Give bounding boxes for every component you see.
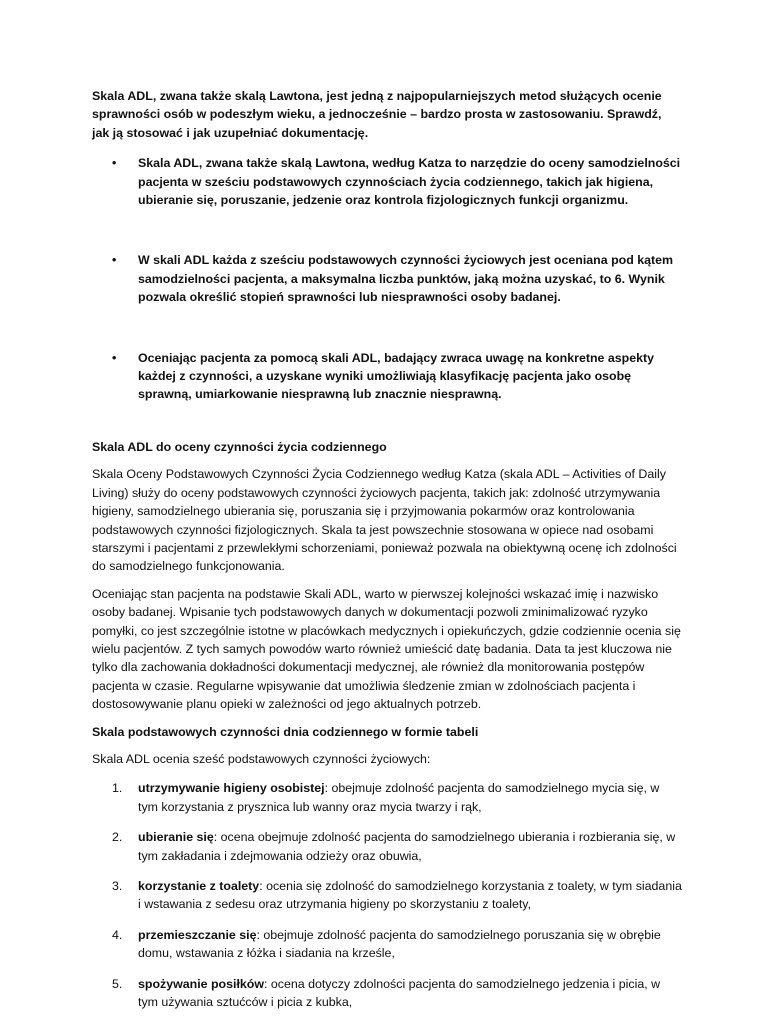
key-point-item [92, 154, 682, 209]
list-number: 3. [112, 879, 123, 893]
list-item [92, 877, 682, 914]
bullet-marker: • [112, 350, 117, 365]
activity-description: : ocena dotyczy zdolności pacjenta do samodzielnego jedzenia i picia, w tym używania sztućców i picia z kubka, [138, 976, 661, 1010]
activity-description: : obejmuje zdolność pacjenta do samodzielnego mycia się, w tym korzystania z prysznica lub wanny oraz mycia twarzy i rąk, [138, 781, 660, 814]
section-heading-table: Skala podstawowych czynności dnia codziennego w formie tabeli [92, 724, 479, 739]
activities-intro: Skala ADL ocenia sześć podstawowych czynności życiowych: [92, 751, 431, 766]
intro-paragraph: Skala ADL, zwana także skalą Lawtona, jest jedną z najpopularniejszych metod służących ocenie sprawności osób w podeszłym wieku, a jednocześnie – bardzo prosta w zastosowaniu. Sprawdź, jak ją stosować i jak uzupełniać dokumentację. [92, 89, 662, 140]
list-item [92, 779, 682, 816]
list-item [92, 975, 682, 1012]
activity-term: ubieranie się [138, 830, 214, 845]
list-number: 5. [112, 976, 123, 991]
list-item [92, 926, 682, 963]
bullet-marker: • [112, 156, 117, 171]
activity-term: przemieszczanie się [138, 927, 257, 942]
key-point-item [92, 349, 682, 404]
key-points-list [92, 154, 682, 404]
list-number: 2. [112, 830, 123, 845]
section-paragraph: Skala Oceny Podstawowych Czynności Życia Codziennego według Katza (skala ADL – Activities of Daily Living) służy do oceny podstawowych czynności życiowych pacjenta, takich jak: zdolność utrzymywania higieny, samodzielnego ubierania się, poruszania się i przyjmowania pokarmów oraz kontrolowania podstawowych czynności fizjologicznych. Skala ta jest powszechnie stosowana w opiece nad osobami starszymi i pacjentami z przewlekłymi schorzeniami, ponieważ pozwala na obiektywną ocenę ich zdolności do samodzielnego funkcjonowania. [92, 467, 677, 574]
bullet-marker: • [112, 253, 117, 268]
key-point-item [92, 251, 682, 306]
activity-description: : ocena obejmuje zdolność pacjenta do samodzielnego ubierania i rozbierania się, w tym zakładania i zdejmowania odzieży oraz obuwia, [138, 830, 676, 863]
key-point-text: Skala ADL, zwana także skalą Lawtona, według Katza to narzędzie do oceny samodzielności pacjenta w sześciu podstawowych czynnościach życia codziennego, takich jak higiena, ubieranie się, poruszanie, jedzenie oraz kontrola fizjologicznych funkcji organizmu. [138, 156, 681, 208]
section-paragraph: Oceniając stan pacjenta na podstawie Skali ADL, warto w pierwszej kolejności wskazać imię i nazwisko osoby badanej. Wpisanie tych podstawowych danych w dokumentacji pozwoli zminimalizować ryzyko pomyłki, co jest szczególnie istotne w placówkach medycznych i opiekuńczych, gdzie codziennie ocenia się wielu pacjentów. Z tych samych powodów warto również umieścić datę badania. Data ta jest kluczowa nie tylko dla zachowania dokładności dokumentacji medycznej, ale również dla monitorowania postępów pacjenta w czasie. Regularne wpisywanie dat umożliwia śledzenie zmian w zdolnościach pacjenta i dostosowywanie planu opieki w zależności od jego aktualnych potrzeb. [92, 586, 681, 712]
activity-description: : ocenia się zdolność do samodzielnego korzystania z toalety, w tym siadania i wstawania z sedesu oraz utrzymania higieny po skorzystaniu z toalety, [138, 879, 682, 912]
list-number: 1. [112, 781, 123, 796]
activities-list [92, 779, 682, 1011]
document-page [92, 87, 682, 1023]
section-heading-adl: Skala ADL do oceny czynności życia codziennego [92, 439, 387, 454]
activity-term: utrzymywanie higieny osobistej [138, 781, 325, 796]
key-point-text: Oceniając pacjenta za pomocą skali ADL, badający zwraca uwagę na konkretne aspekty każdej z czynności, a uzyskane wyniki umożliwiają klasyfikację pacjenta jako osobę sprawną, umiarkowanie niesprawną lub znacznie niesprawną. [138, 350, 655, 402]
activity-description: : obejmuje zdolność pacjenta do samodzielnego poruszania się w obrębie domu, wstawania z łóżka i siadania na krześle, [138, 927, 661, 961]
key-point-text: W skali ADL każda z sześciu podstawowych czynności życiowych jest oceniana pod kątem samodzielności pacjenta, a maksymalna liczba punktów, jaką można uzyskać, to 6. Wynik pozwala określić stopień sprawności lub niesprawności osoby badanej. [138, 253, 674, 305]
activity-term: spożywanie posiłków [138, 976, 264, 991]
list-number: 4. [112, 927, 123, 942]
activity-term: korzystanie z toalety [138, 879, 260, 893]
list-item [92, 828, 682, 865]
